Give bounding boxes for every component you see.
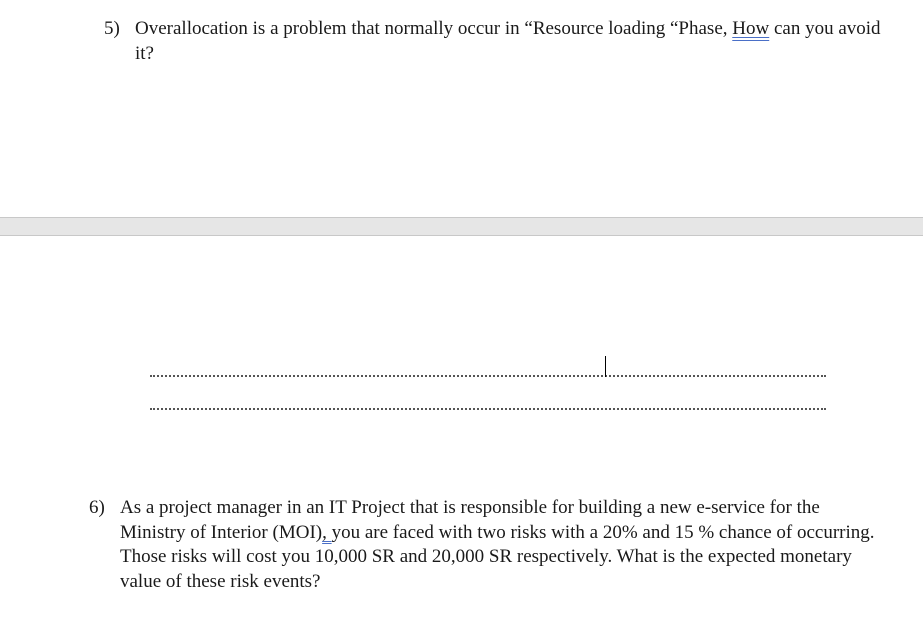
answer-line-2[interactable]	[150, 408, 826, 410]
page-break-gap	[0, 217, 923, 236]
grammar-flagged-punctuation[interactable]: ,	[322, 521, 332, 543]
question-5-number: 5)	[104, 18, 120, 39]
answer-line-1[interactable]	[150, 375, 826, 377]
question-5-text-before: Overallocation is a problem that normally occur in “Resource loading “Phase,	[135, 18, 733, 39]
question-6-text-after: you are faced with two risks with a 20% and 15 % chance of occurring. Those risks will cost you 10,000 SR and 20,000 SR respectively. What is the expected monetary value of these risk events?	[120, 521, 875, 592]
question-6-number: 6)	[89, 497, 105, 518]
question-5[interactable]	[104, 17, 884, 66]
question-5-text-after: can you avoid it?	[135, 18, 881, 64]
text-cursor	[605, 356, 606, 377]
grammar-flagged-word[interactable]: How	[732, 18, 770, 39]
question-6-text-before: As a project manager in an IT Project that is responsible for building a new e-service for the Ministry of Interior (MOI)	[120, 497, 820, 543]
question-6[interactable]	[89, 496, 879, 594]
question-6-text[interactable]	[89, 496, 879, 594]
question-5-text[interactable]	[104, 17, 884, 66]
